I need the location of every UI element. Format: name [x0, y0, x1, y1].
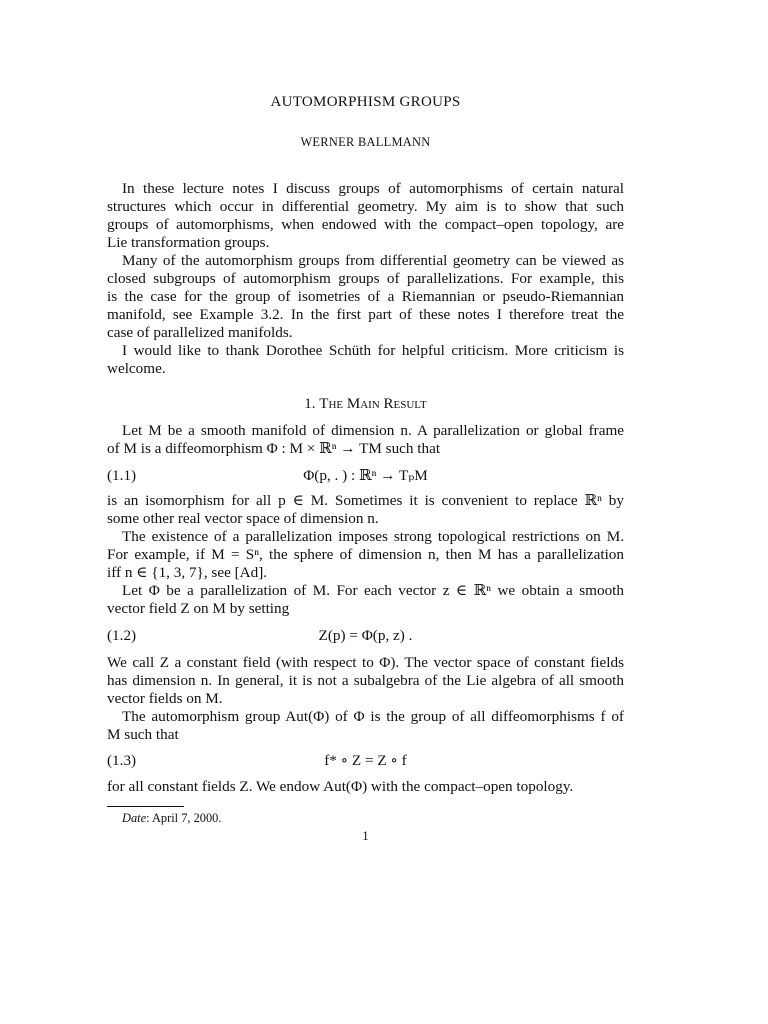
- intro-paragraph-2: [107, 252, 624, 342]
- equation-formula: Z(p) = Φ(p, z) .: [318, 627, 413, 644]
- text-line: The existence of a parallelization imposes strong topological restrictions on M.: [122, 528, 624, 545]
- body-paragraph-6: [107, 708, 624, 744]
- text-line: The automorphism group Aut(Φ) of Φ is the group of all diffeomorphisms f of: [122, 708, 624, 725]
- text-line: is the case for the group of isometries of a Riemannian or pseudo-Riemannian: [107, 288, 624, 305]
- body-paragraph-2: [107, 492, 624, 528]
- text-line: groups of automorphisms, when endowed with the compact–open topology, are: [107, 216, 624, 233]
- text-line: welcome.: [107, 360, 166, 377]
- author-name: WERNER BALLMANN: [300, 135, 431, 149]
- body-paragraph-1: [107, 422, 624, 458]
- footnote-text: : April 7, 2000.: [146, 811, 222, 825]
- text-line: of M is a diffeomorphism Φ : M × ℝⁿ → TM such that: [107, 440, 441, 457]
- equation-label: (1.3): [107, 752, 137, 769]
- text-line: manifold, see Example 3.2. In the first part of these notes I therefore treat the: [107, 306, 624, 323]
- footnote: [122, 809, 221, 827]
- section-number: 1.: [304, 396, 316, 412]
- section-heading: [107, 395, 624, 413]
- paper-title: AUTOMORPHISM GROUPS: [270, 94, 461, 110]
- text-line: structures which occur in differential geometry. My aim is to show that such: [107, 198, 624, 215]
- text-line: closed subgroups of automorphism groups of parallelizations. For example, this: [107, 270, 624, 287]
- body-paragraph-5: [107, 654, 624, 708]
- equation-label: (1.1): [107, 467, 137, 484]
- text-line: Lie transformation groups.: [107, 234, 270, 251]
- text-line: I would like to thank Dorothee Schüth for helpful criticism. More criticism is: [122, 342, 624, 359]
- text-line: Let M be a smooth manifold of dimension n. A parallelization or global frame: [122, 422, 624, 439]
- text-line: M such that: [107, 726, 179, 743]
- text-line: some other real vector space of dimension n.: [107, 510, 379, 527]
- text-line: For example, if M = Sⁿ, the sphere of dimension n, then M has a parallelization: [107, 546, 624, 563]
- paper-page: [107, 0, 624, 1024]
- text-line: We call Z a constant field (with respect to Φ). The vector space of constant fields: [107, 654, 624, 671]
- equation-1-1: [107, 467, 624, 485]
- text-line: In these lecture notes I discuss groups of automorphisms of certain natural: [122, 180, 624, 197]
- equation-label: (1.2): [107, 627, 137, 644]
- text-line: Let Φ be a parallelization of M. For each vector z ∈ ℝⁿ we obtain a smooth: [122, 582, 624, 599]
- text-line: Many of the automorphism groups from differential geometry can be viewed as: [122, 252, 624, 269]
- equation-1-3: [107, 752, 624, 770]
- section-title: The Main Result: [319, 396, 427, 412]
- text-line: vector field Z on M by setting: [107, 600, 290, 617]
- body-paragraph-4: [107, 582, 624, 618]
- text-line: vector fields on M.: [107, 690, 223, 707]
- text-line: for all constant fields Z. We endow Aut(Φ) with the compact–open topology.: [107, 778, 574, 795]
- text-line: is an isomorphism for all p ∈ M. Sometimes it is convenient to replace ℝⁿ by: [107, 492, 624, 509]
- equation-formula: Φ(p, . ) : ℝⁿ → TₚM: [303, 467, 428, 484]
- text-line: iff n ∈ {1, 3, 7}, see [Ad].: [107, 564, 268, 581]
- text-line: has dimension n. In general, it is not a subalgebra of the Lie algebra of all smooth: [107, 672, 624, 689]
- equation-formula: f* ∘ Z = Z ∘ f: [324, 752, 407, 769]
- page-number: 1: [362, 829, 369, 843]
- intro-paragraph-1: [107, 180, 624, 252]
- body-paragraph-7: [107, 778, 624, 796]
- footnote-label: Date: [122, 811, 147, 825]
- footnote-rule: [107, 806, 184, 807]
- text-line: case of parallelized manifolds.: [107, 324, 293, 341]
- body-paragraph-3: [107, 528, 624, 582]
- intro-paragraph-3: [107, 342, 624, 378]
- equation-1-2: [107, 627, 624, 645]
